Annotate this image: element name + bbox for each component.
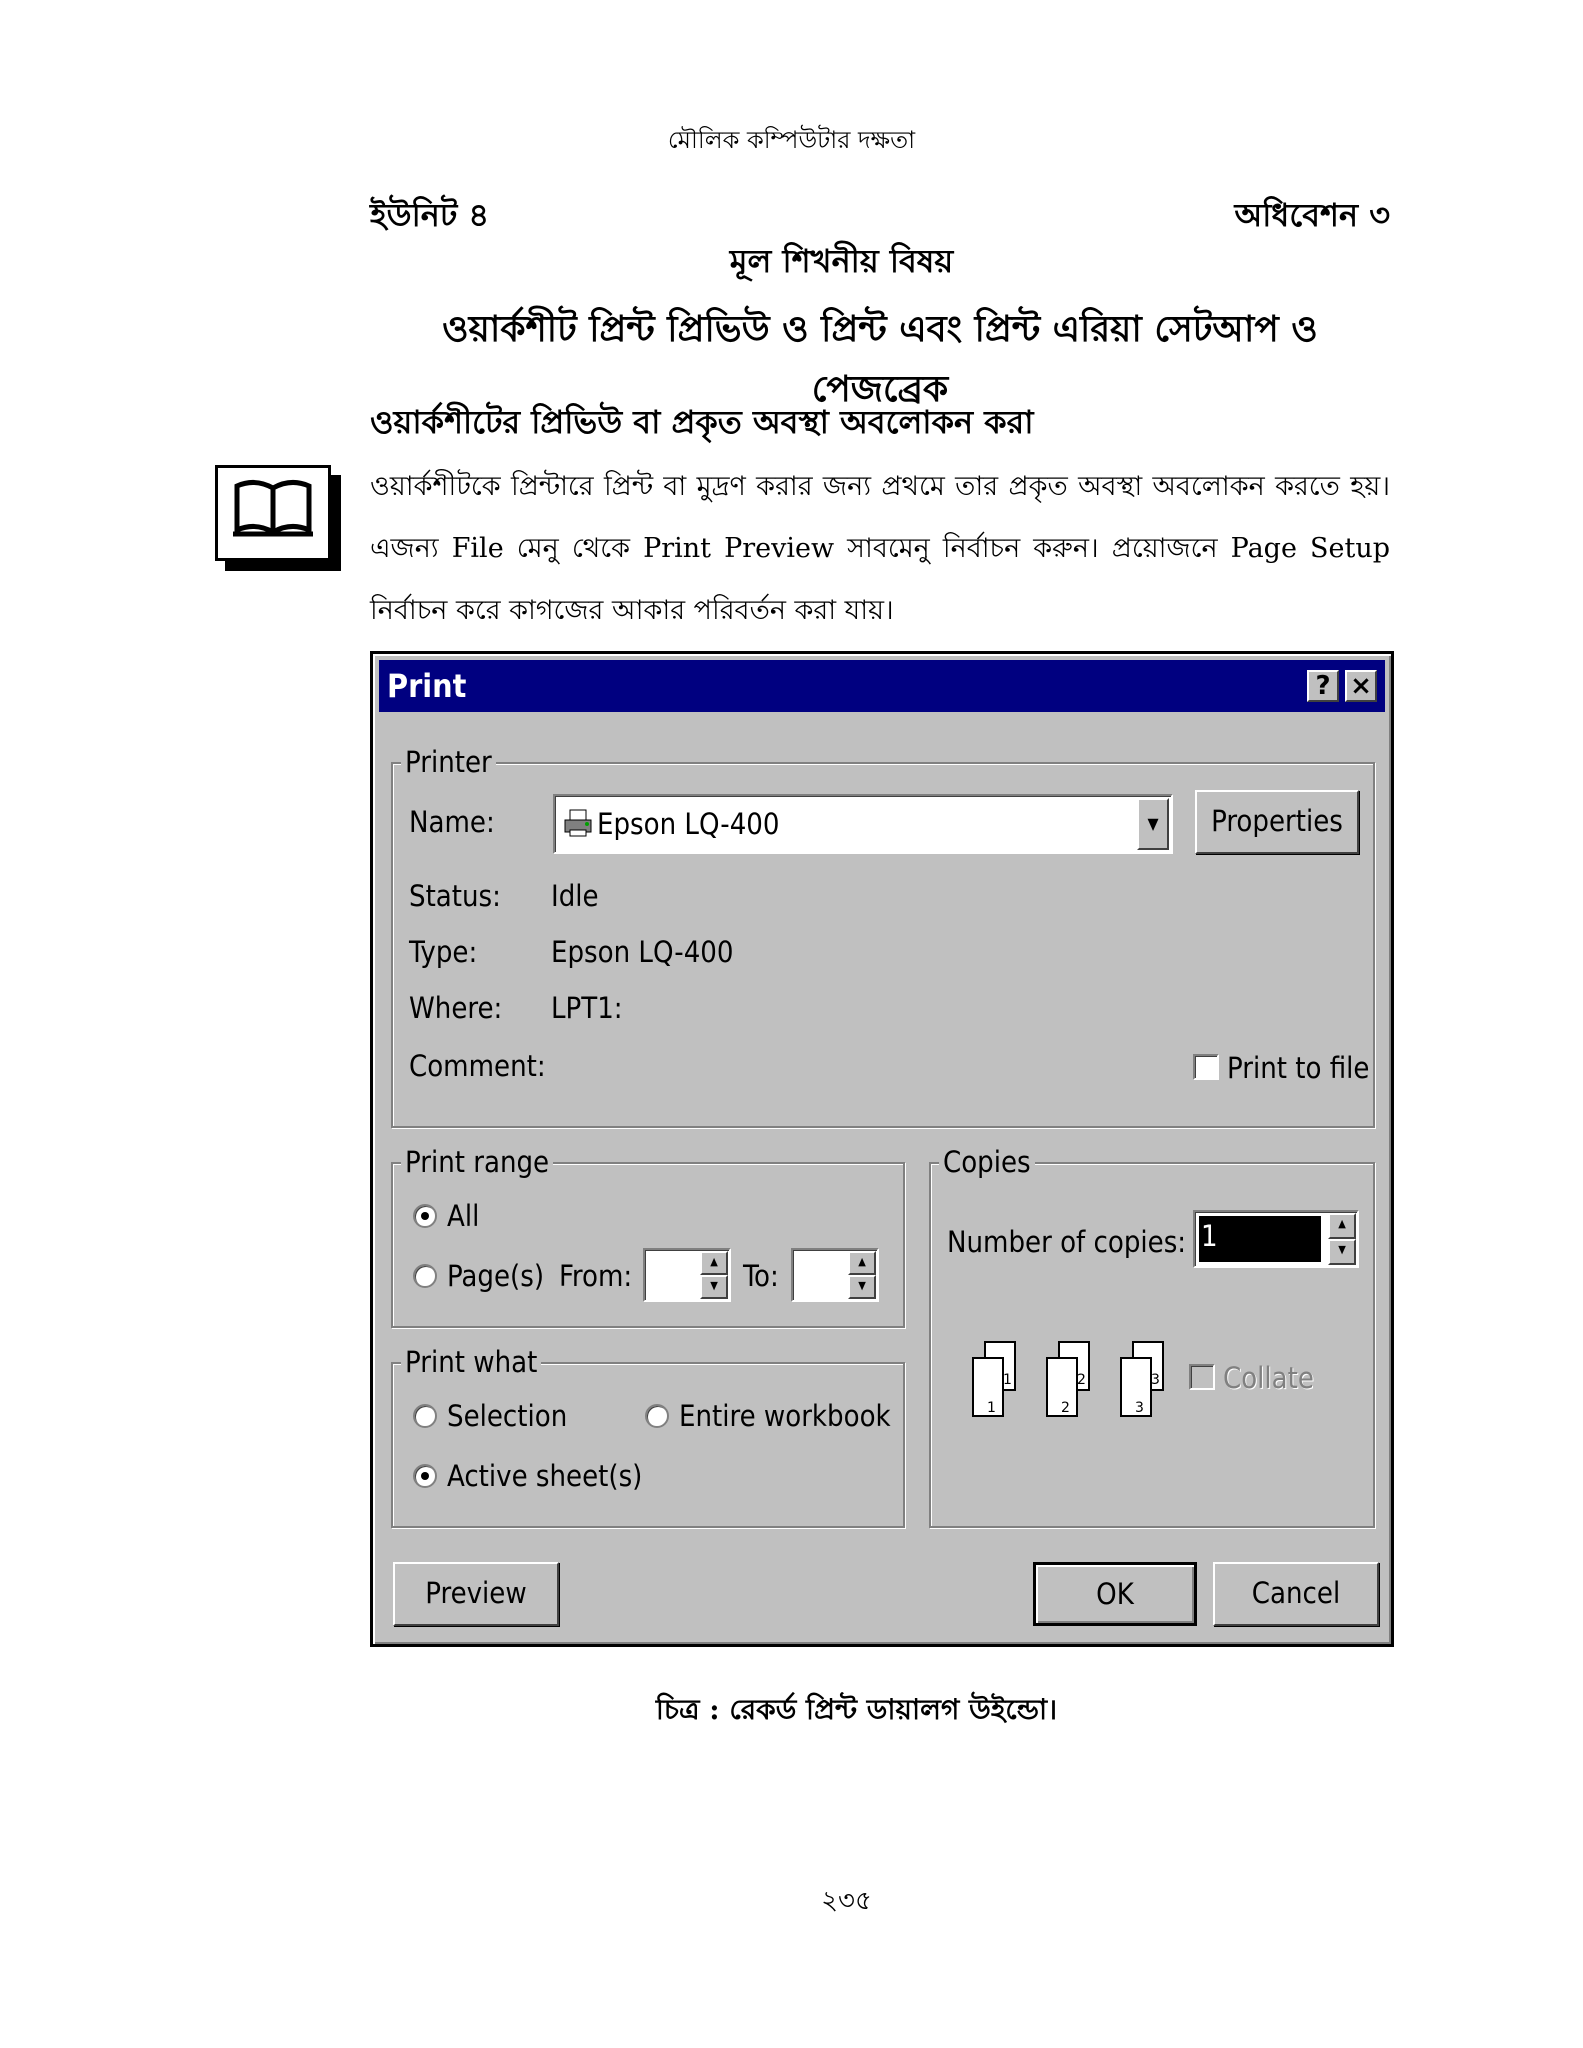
dialog-title: Print — [387, 667, 467, 705]
svg-text:2: 2 — [1061, 1400, 1070, 1416]
spin-up-icon[interactable]: ▲ — [1328, 1213, 1356, 1239]
status-value: Idle — [551, 879, 599, 913]
spin-down-icon[interactable]: ▼ — [848, 1275, 876, 1299]
page-number: ২৩৫ — [821, 1886, 872, 1916]
type-label: Type: — [409, 935, 478, 969]
properties-button[interactable]: Properties — [1195, 790, 1359, 854]
print-range-legend: Print range — [401, 1144, 553, 1180]
entire-workbook-radio[interactable] — [645, 1404, 669, 1428]
svg-text:3: 3 — [1151, 1372, 1160, 1388]
printer-group — [391, 745, 1375, 1128]
body-paragraph: ওয়ার্কশীটকে প্রিন্টারে প্রিন্ট বা মুদ্রণ করার জন্য প্রথমে তার প্রকৃত অবস্থা অবলোকন করতে হয়। এজন্য File মেনু থেকে Print Preview সাবমেনু নির্বাচন করুন। প্রয়োজনে Page Setup নির্বাচন করে কাগজের আকার পরিবর্তন করা যায়। — [370, 471, 1390, 626]
svg-text:1: 1 — [987, 1400, 996, 1416]
spin-up-icon[interactable]: ▲ — [848, 1251, 876, 1275]
help-button[interactable]: ? — [1307, 670, 1339, 702]
all-radio[interactable] — [413, 1204, 437, 1228]
figure-caption: চিত্র : রেকর্ড প্রিন্ট ডায়ালগ উইন্ডো। — [655, 1693, 1058, 1726]
status-label: Status: — [409, 879, 501, 913]
ok-button[interactable]: OK — [1033, 1562, 1197, 1626]
svg-text:3: 3 — [1135, 1400, 1144, 1416]
svg-text:2: 2 — [1077, 1372, 1086, 1388]
dialog-titlebar[interactable] — [379, 660, 1385, 712]
cancel-button[interactable]: Cancel — [1213, 1562, 1379, 1626]
selection-label: Selection — [447, 1399, 568, 1433]
chevron-down-icon[interactable]: ▼ — [1137, 798, 1169, 850]
name-label: Name: — [409, 805, 495, 839]
where-value: LPT1: — [551, 991, 623, 1025]
main-title: ওয়ার্কশীট প্রিন্ট প্রিভিউ ও প্রিন্ট এবং প্রিন্ট এরিয়া সেটআপ ও পেজব্রেক — [442, 308, 1318, 410]
pages-radio[interactable] — [413, 1264, 437, 1288]
printer-name-select[interactable] — [553, 794, 1173, 854]
to-spinner[interactable] — [791, 1248, 879, 1302]
printer-name-value: Epson LQ-400 — [597, 807, 780, 841]
print-what-group — [391, 1345, 905, 1528]
selection-radio[interactable] — [413, 1404, 437, 1428]
preview-button[interactable]: Preview — [393, 1562, 559, 1626]
collate-checkbox[interactable] — [1189, 1364, 1215, 1390]
all-label: All — [447, 1199, 480, 1233]
from-spinner[interactable] — [643, 1248, 731, 1302]
svg-text:1: 1 — [1003, 1372, 1012, 1388]
spin-down-icon[interactable]: ▼ — [1328, 1239, 1356, 1265]
print-dialog — [370, 651, 1394, 1647]
printer-group-legend: Printer — [401, 744, 496, 780]
print-range-group — [391, 1145, 905, 1328]
active-sheets-label: Active sheet(s) — [447, 1459, 643, 1493]
collate-pages-icon — [971, 1340, 1171, 1422]
print-to-file-label: Print to file — [1227, 1051, 1370, 1085]
collate-label: Collate — [1223, 1361, 1314, 1395]
pages-label: Page(s) — [447, 1259, 544, 1293]
copies-legend: Copies — [939, 1144, 1035, 1180]
copies-spinner[interactable] — [1193, 1210, 1359, 1268]
comment-label: Comment: — [409, 1049, 546, 1083]
print-to-file-checkbox[interactable] — [1193, 1054, 1219, 1080]
book-icon — [215, 465, 331, 561]
page-header-title: মৌলিক কম্পিউটার দক্ষতা — [667, 126, 916, 154]
copies-value[interactable]: 1 — [1199, 1216, 1321, 1262]
number-of-copies-label: Number of copies: — [947, 1225, 1187, 1259]
section-heading: ওয়ার্কশীটের প্রিভিউ বা প্রকৃত অবস্থা অবলোকন করা — [370, 403, 1034, 441]
close-button[interactable]: × — [1345, 670, 1377, 702]
type-value: Epson LQ-400 — [551, 935, 734, 969]
entire-workbook-label: Entire workbook — [679, 1399, 891, 1433]
printer-icon — [561, 806, 595, 840]
active-sheets-radio[interactable] — [413, 1464, 437, 1488]
session-label: অধিবেশন ৩ — [1234, 196, 1390, 234]
print-what-legend: Print what — [401, 1344, 541, 1380]
copies-group — [929, 1145, 1375, 1528]
spin-down-icon[interactable]: ▼ — [700, 1275, 728, 1299]
spin-up-icon[interactable]: ▲ — [700, 1251, 728, 1275]
key-topic-heading: মূল শিখনীয় বিষয় — [729, 242, 954, 280]
from-label: From: — [559, 1259, 633, 1293]
where-label: Where: — [409, 991, 503, 1025]
unit-label: ইউনিট ৪ — [370, 196, 490, 234]
to-label: To: — [743, 1259, 779, 1293]
